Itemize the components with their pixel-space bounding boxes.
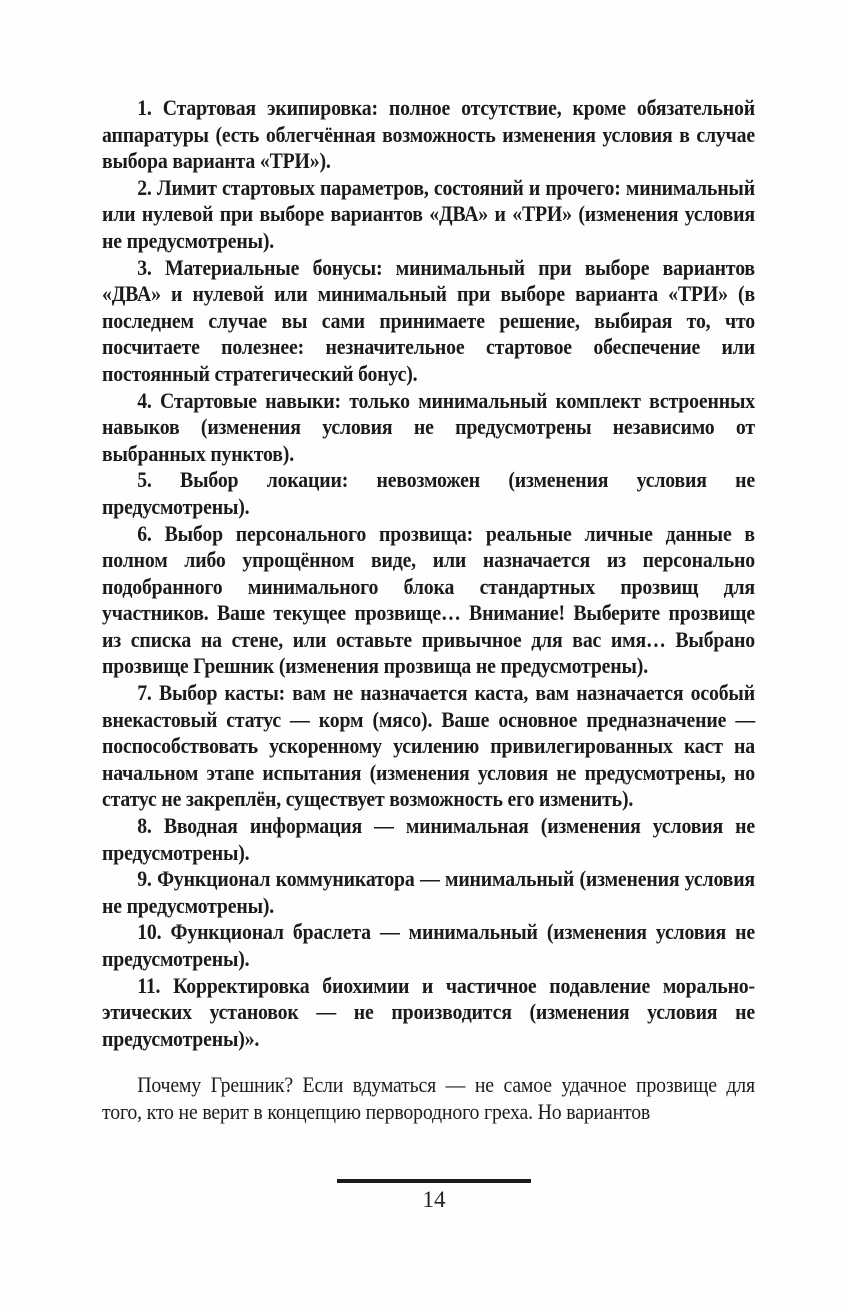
list-item-11: 11. Корректировка биохимии и частичное подавление морально-этических установок — не производится (изменения условия не предусмотрены)». (102, 972, 755, 1051)
list-item-7: 7. Выбор касты: вам не назначается каста, вам назначается особый внекастовый статус — корм (мясо). Ваше основное предназначение — поспособствовать ускоренному усилению привилегированных каст на начальном этапе испытания (изменения условия не предусмотрены, но статус не закреплён, существует возможность его изменить). (102, 680, 755, 812)
list-item-5: 5. Выбор локации: невозможен (изменения условия не предусмотрены). (102, 467, 755, 519)
list-item-10: 10. Функционал браслета — минимальный (изменения условия не предусмотрены). (102, 919, 755, 971)
list-item-2: 2. Лимит стартовых параметров, состояний и прочего: минимальный или нулевой при выборе вариантов «ДВА» и «ТРИ» (изменения условия не предусмотрены). (102, 174, 755, 253)
list-item-1: 1. Стартовая экипировка: полное отсутствие, кроме обязательной аппаратуры (есть облегчённая возможность изменения условия в случае выбора варианта «ТРИ»). (102, 95, 755, 174)
footer-rule (337, 1179, 531, 1183)
list-item-6: 6. Выбор персонального прозвища: реальные личные данные в полном либо упрощённом виде, или назначается из персонально подобранного минимального блока стандартных прозвищ для участников. Ваше текущее прозвище… Внимание! Выберите прозвище из списка на стене, или оставьте привычное для вас имя… Выбрано прозвище Грешник (изменения прозвища не предусмотрены). (102, 520, 755, 679)
closing-paragraph: Почему Грешник? Если вдуматься — не самое удачное прозвище для того, кто не верит в концепцию первородного греха. Но вариантов (102, 1072, 755, 1124)
list-item-4: 4. Стартовые навыки: только минимальный комплект встроенных навыков (изменения условия не предусмотрены независимо от выбранных пунктов). (102, 387, 755, 466)
list-item-3: 3. Материальные бонусы: минимальный при выборе вариантов «ДВА» и нулевой или минимальный при выборе варианта «ТРИ» (в последнем случае вы сами принимаете решение, выбирая то, что посчитаете полезнее: незначительное стартовое обеспечение или постоянный стратегический бонус). (102, 254, 755, 386)
list-item-8: 8. Вводная информация — минимальная (изменения условия не предусмотрены). (102, 813, 755, 865)
page-number: 14 (422, 1187, 446, 1212)
list-item-9: 9. Функционал коммуникатора — минимальный (изменения условия не предусмотрены). (102, 866, 755, 918)
page-content (102, 95, 755, 1126)
